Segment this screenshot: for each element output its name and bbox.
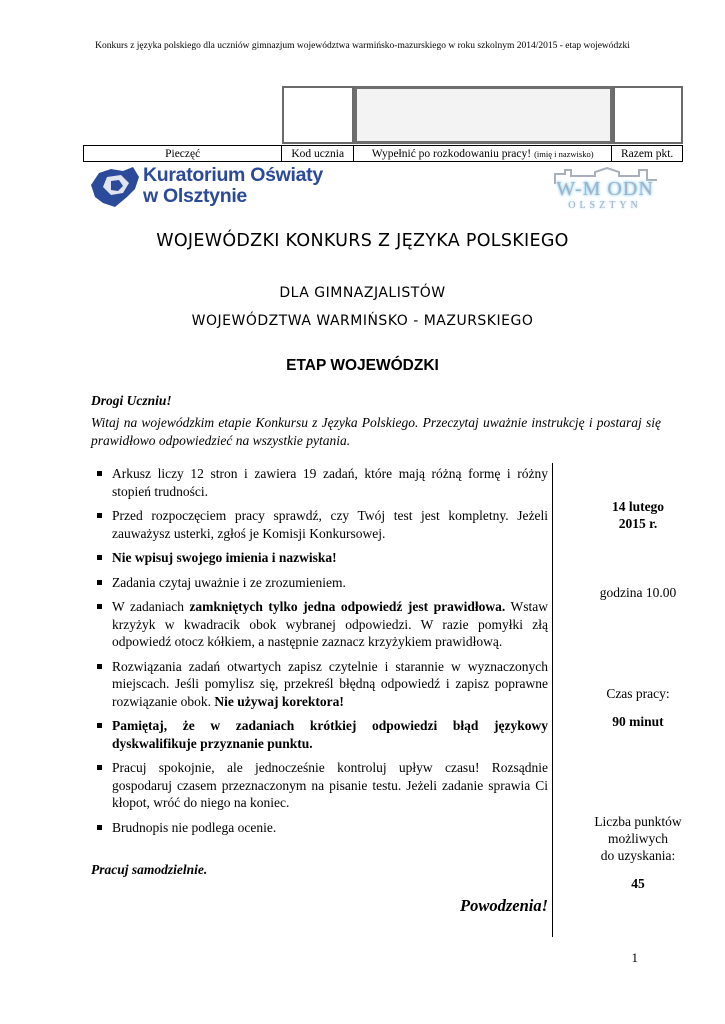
exam-hour: godzina 10.00 xyxy=(599,585,677,600)
list-item xyxy=(96,598,548,651)
page-number: 1 xyxy=(631,950,638,965)
name-box[interactable] xyxy=(354,86,613,144)
list-item: Arkusz liczy 12 stron i zawiera 19 zadań, które mają różną formę i różny stopień trudności. xyxy=(96,465,548,500)
rule-bold-text: Pamiętaj, że w zadaniach krótkiej odpowiedzi błąd językowy dyskwalifikuje przyznanie punktu. xyxy=(112,718,548,751)
intro-paragraph: Witaj na wojewódzkim etapie Konkursu z Języka Polskiego. Przeczytaj uważnie instrukcję i postaraj się prawidłowo odpowiedzieć na wszystkie pytania. xyxy=(91,415,661,448)
total-label: Razem pkt. xyxy=(620,147,674,160)
fill-label-text: Wypełnić po rozkodowaniu pracy! xyxy=(371,147,532,160)
boxes-labels-row xyxy=(83,145,683,162)
time-value: 90 minut xyxy=(612,714,664,729)
code-boxes-table xyxy=(83,86,683,162)
kuratorium-logo-text xyxy=(143,165,323,207)
list-item xyxy=(96,658,548,711)
page-title: WOJEWÓDZKI KONKURS Z JĘZYKA POLSKIEGO xyxy=(156,231,569,251)
rule-bold-text: Nie używaj korektora! xyxy=(214,693,344,709)
rule-text: Rozwiązania zadań otwartych zapisz czytelnie i starannie w wyznaczonych miejscach. Jeśli pomylisz się, przekreśl błędną odpowiedź i zapisz poprawne rozwiązanie obok. xyxy=(112,658,548,709)
list-item xyxy=(96,549,548,567)
points-line-3: do uzyskania: xyxy=(600,848,676,863)
exam-date xyxy=(553,498,723,532)
code-label: Kod ucznia xyxy=(282,146,354,161)
map-emblem-icon xyxy=(85,163,145,213)
list-item: Przed rozpoczęciem pracy sprawdź, czy Twój test jest kompletny. Jeżeli zauważysz usterki, zgłoś je Komisji Konkursowej. xyxy=(96,507,548,542)
list-item: Pracuj spokojnie, ale jednocześnie kontroluj upływ czasu! Rozsądnie gospodaruj czasem przeznaczonym na pisanie testu. Jeżeli zadanie sprawia Ci kłopot, wróć do niego na koniec. xyxy=(96,759,548,812)
points-line-2: możliwych xyxy=(608,831,668,846)
points-label xyxy=(553,813,723,864)
greeting: Drogi Uczniu! xyxy=(91,393,172,408)
wmodn-logo-subtext: OLSZTYN xyxy=(568,200,642,211)
closing-note: Pracuj samodzielnie. xyxy=(91,862,208,877)
list-item xyxy=(96,717,548,752)
time-label: Czas pracy: xyxy=(606,686,670,701)
stage-title: ETAP WOJEWÓDZKI xyxy=(286,357,439,374)
list-item: Zadania czytaj uważnie i ze zrozumieniem. xyxy=(96,574,548,592)
subtitle-2: WOJEWÓDZTWA WARMIŃSKO - MAZURSKIEGO xyxy=(191,313,534,329)
date-line-1: 14 lutego xyxy=(611,499,665,514)
subtitle-1: DLA GIMNAZJALISTÓW xyxy=(279,285,446,301)
total-points-box[interactable] xyxy=(613,86,683,144)
wmodn-logo-text: W-M ODN xyxy=(556,178,654,200)
instructions-list xyxy=(96,465,548,843)
fill-label xyxy=(354,146,612,161)
points-line-1: Liczba punktów xyxy=(594,814,682,829)
seal-label: Pieczęć xyxy=(84,146,282,161)
kuratorium-logo xyxy=(85,163,330,213)
fill-label-note: (imię i nazwisko) xyxy=(534,148,594,159)
rule-text: Wstaw krzyżyk w kwadracik obok wybranej odpowiedzi. W razie pomyłki złą odpowiedź otocz kółkiem, a następnie zaznacz krzyżykiem prawidłową. xyxy=(112,599,548,649)
running-header: Konkurs z języka polskiego dla uczniów gimnazjum województwa warmińsko-mazurskiego w roku szkolnym 2014/2015 - etap wojewódzki xyxy=(95,41,630,51)
rule-bold-text: Nie wpisuj swojego imienia i nazwiska! xyxy=(112,550,337,565)
logo-line-1: Kuratorium Oświaty xyxy=(143,164,323,186)
list-item: Brudnopis nie podlega ocenie. xyxy=(96,819,548,837)
student-code-box[interactable] xyxy=(282,86,354,144)
logo-line-2: w Olsztynie xyxy=(143,185,247,207)
rule-bold-text: zamkniętych tylko jedna odpowiedź jest prawidłowa. xyxy=(189,599,506,614)
rule-text: W zadaniach xyxy=(112,599,190,614)
points-value: 45 xyxy=(631,876,645,891)
good-luck: Powodzenia! xyxy=(459,896,548,915)
wmodn-logo xyxy=(535,166,675,216)
date-line-2: 2015 r. xyxy=(618,516,658,531)
